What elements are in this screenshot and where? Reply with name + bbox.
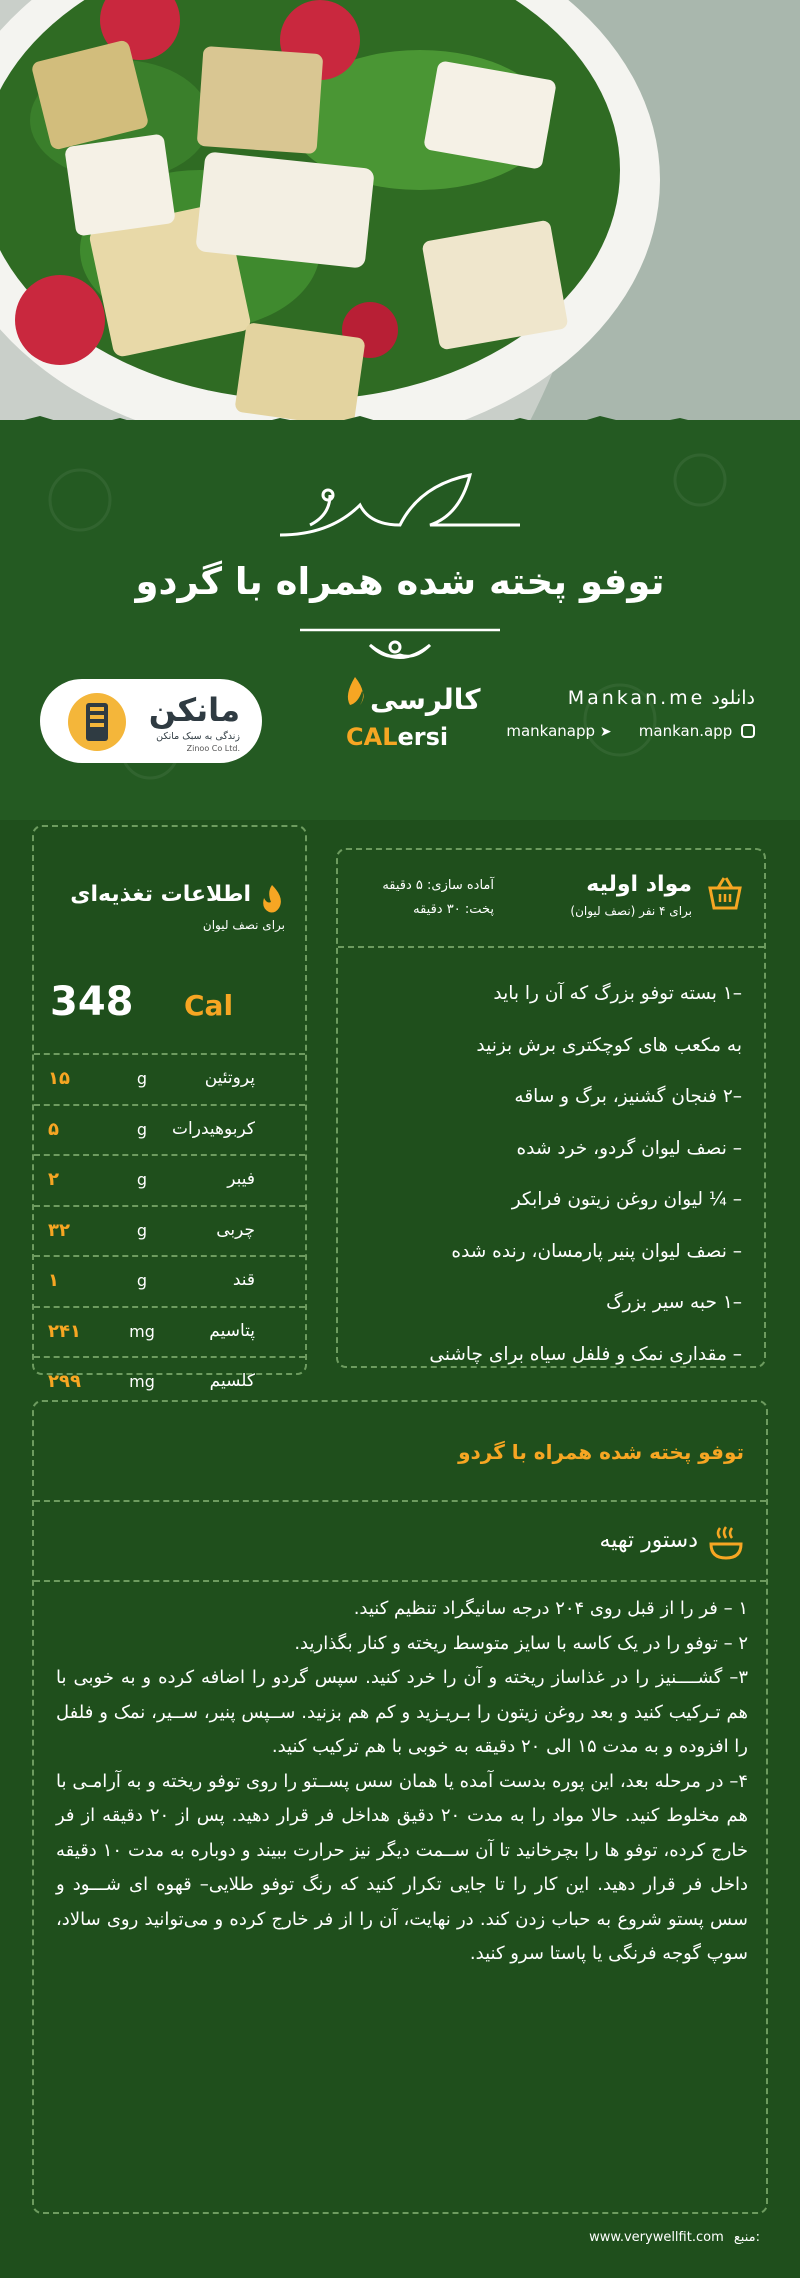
list-item: – مقداری نمک و فلفل سیاه برای چاشنی [429, 1343, 742, 1365]
ingredients-list [352, 968, 742, 1380]
brand-row [0, 675, 800, 785]
instructions-list [56, 1592, 748, 1972]
download-label: دانلود Mankan.me [567, 687, 755, 709]
divider [338, 946, 764, 948]
ingredients-card [336, 848, 766, 1368]
nutrient-value: ۱ [48, 1270, 59, 1291]
instructions-title: دستور تهیه [599, 1528, 698, 1553]
nutrition-header [45, 882, 285, 942]
ingredients-title: مواد اولیه [586, 872, 692, 897]
list-item: –۲ فنجان گشنیز، برگ و ساقه [514, 1086, 742, 1107]
nutrient-value: ۲۹۹ [48, 1371, 81, 1392]
table-row [34, 1053, 305, 1104]
nutrient-value: ۱۵ [48, 1068, 70, 1089]
recipe-card [32, 1400, 768, 2214]
ingredients-servings: برای ۴ نفر (نصف لیوان) [570, 904, 692, 918]
nutrient-value: ۲۴۱ [48, 1320, 81, 1342]
table-row [34, 1104, 305, 1155]
hero-food-photo [0, 0, 800, 440]
mankan-company: Zinoo Co Ltd. [186, 744, 240, 753]
instagram-handle[interactable]: mankan.app [638, 722, 733, 740]
nutrient-name: چربی [216, 1219, 255, 1240]
list-item: –۱ حبه سیر بزرگ [606, 1292, 742, 1313]
telegram-handle[interactable]: mankanapp [506, 722, 596, 740]
recipe-title: توفو پخته شده همراه با گردو [458, 1440, 744, 1464]
mankan-tagline: زندگی به سبک مانکن [156, 731, 240, 742]
mankan-logo-icon [68, 693, 126, 751]
instruction-step: ۴– در مرحله بعد، این پوره بدست آمده یا همان سس پســتو را روی توفو ریخته و به آرامـی با هم مخلوط کنید. حالا مواد را به مدت ۲۰ دقیق هداخل فر قرار دهید. پس از ۲۰ دقیقه از فر خارج کرده، توفو ها را بچرخانید تا آن ســمت دیگر نیز حرارت ببیند و دوباره به مدت ۱۰ دقیقه داخل فر قرار دهید. این کار را تا جایی تکرار کنید که رنگ توفو طلایی– قهوه ای شـــود و سس پستو شروع به حباب زدن کند. در نهایت، آن را از فر خارج کرده و می‌توانید روی سالاد، سوپ گوجه فرنگی یا پاستا سرو کنید. [56, 1770, 748, 1964]
table-row [34, 1356, 305, 1407]
list-item: –۱ بسته توفو بزرگ که آن را باید [493, 983, 742, 1004]
nutrient-unit: g [136, 1170, 148, 1189]
tofu-salad-illustration [0, 0, 800, 440]
calersi-name-en: CALersi [346, 723, 449, 751]
title-block [0, 465, 800, 675]
source-credit [583, 2230, 760, 2245]
leaf-ornament-icon [270, 465, 530, 545]
nutrient-value: ۵ [48, 1118, 59, 1140]
mankan-badge[interactable] [40, 679, 262, 763]
ingredients-header [354, 872, 744, 927]
list-item: به مکعب های کوچکتری برش بزنید [476, 1034, 742, 1056]
bowl-icon [708, 1524, 744, 1562]
calories-value: 348 [50, 979, 134, 1025]
nutrition-title: اطلاعات تغذیه‌ای [70, 882, 251, 907]
nutrient-name: پتاسیم [209, 1320, 255, 1341]
nutrient-name: کربوهیدرات [172, 1118, 255, 1139]
page-title: توفو پخته شده همراه با گردو [135, 560, 665, 603]
prep-cook-times [354, 874, 494, 922]
flame-logo-icon [340, 675, 370, 715]
nutrition-serving: برای نصف لیوان [202, 918, 285, 932]
nutrient-value: ۳۲ [48, 1219, 70, 1241]
prep-time: آماده سازی: ۵ دقیقه [382, 878, 494, 893]
basket-icon [706, 874, 744, 912]
instruction-step: ۳– گشــــنیز را در غذاساز ریخته و آن را خرد کنید. سپس گردو را اضافه کرده و به خوبی با هم تـرکیب کنید و بعد روغن زیتون را بـریـزید و کم هم بزنید. ســپس پنیر، ســیر، نمک و فلفل را افزوده و به مدت ۱۵ الی ۲۰ دقیقه به خوبی با هم ترکیب کنید. [56, 1667, 748, 1757]
nutrient-unit: g [136, 1271, 148, 1290]
divider-ornament-icon [300, 615, 500, 675]
list-item: – ¼ لیوان روغن زیتون فرابکر [511, 1189, 742, 1210]
nutrition-card [32, 825, 307, 1392]
calersi-logo[interactable] [340, 675, 481, 765]
instruction-step: ۱ – فر را از قبل روی ۲۰۴ درجه سانیگراد تنظیم کنید. [353, 1598, 748, 1619]
nutrient-name: فیبر [227, 1169, 255, 1189]
hero-torn-edge [0, 412, 800, 442]
calories-row [44, 977, 296, 1037]
divider [34, 1500, 766, 1502]
list-item: – نصف لیوان پنیر پارمسان، رنده شده [451, 1240, 742, 1262]
nutrient-unit: g [136, 1220, 148, 1240]
source-url[interactable]: www.verywellfit.com [589, 2230, 724, 2245]
flame-icon [259, 884, 285, 914]
nutrient-name: کلسیم [209, 1371, 255, 1391]
list-item: – نصف لیوان گردو، خرد شده [516, 1137, 742, 1159]
nutrient-value: ۲ [48, 1169, 59, 1190]
table-row [34, 1255, 305, 1306]
nutrient-unit: mg [129, 1321, 155, 1341]
calories-unit: Cal [184, 989, 234, 1022]
nutrient-name: پروتئین [204, 1068, 255, 1088]
table-row [34, 1306, 305, 1357]
nutrition-table [34, 1053, 305, 1407]
table-row [34, 1154, 305, 1205]
divider [34, 1580, 766, 1582]
nutrient-unit: g [136, 1069, 148, 1088]
nutrient-name: قند [232, 1270, 255, 1290]
table-row [34, 1205, 305, 1256]
calersi-name-fa: کالرسی [370, 683, 481, 716]
instagram-icon [741, 724, 755, 738]
cook-time: پخت: ۳۰ دقیقه [413, 902, 494, 917]
telegram-icon: ➤ [599, 724, 616, 740]
nutrient-unit: g [136, 1119, 148, 1139]
social-links [506, 722, 755, 740]
mankan-name: مانکن [148, 691, 240, 729]
source-label: منبع: [733, 2230, 760, 2245]
nutrient-unit: mg [129, 1372, 155, 1391]
instruction-step: ۲ – توفو را در یک کاسه با سایز متوسط ریخته و کنار بگذارید. [294, 1632, 748, 1654]
instructions-header [494, 1520, 744, 1570]
